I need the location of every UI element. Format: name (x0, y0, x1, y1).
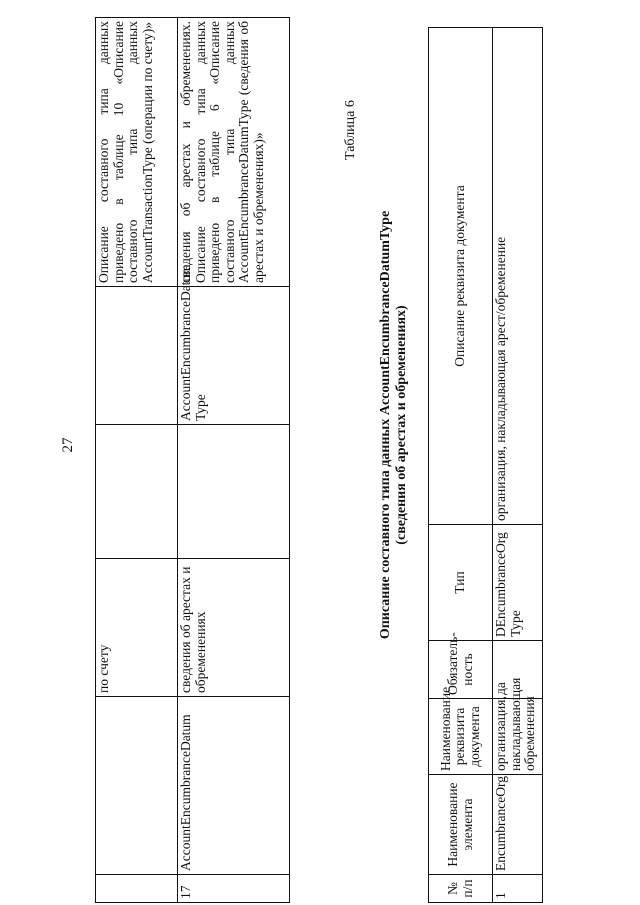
cell-name: сведения об арестах и обременениях (178, 559, 290, 697)
header-type: Тип (429, 525, 493, 641)
heading-line-1: Описание составного типа данных AccountEncumbranceDatumType (378, 210, 393, 640)
cell-num: 17 (178, 875, 290, 903)
table-6 (428, 27, 543, 903)
cell-type: AccountEncumbranceDatum Type (178, 287, 290, 425)
header-name: Наименование реквизита документа (429, 699, 493, 775)
cell-name: организация, накладывающая обременения (493, 699, 543, 775)
header-required: Обязатель-ность (429, 641, 493, 699)
header-description: Описание реквизита документа (429, 28, 493, 525)
header-num: № п/п (429, 875, 493, 903)
cell-num: 1 (493, 875, 543, 903)
cell-num (96, 875, 178, 903)
table-row (493, 28, 543, 903)
cell-description: организация, накладывающая арест/обременение (493, 28, 543, 525)
table-caption: Таблица 6 (343, 100, 358, 160)
cell-type: DEncumbranceOrg Type (493, 525, 543, 641)
table-heading (378, 0, 410, 865)
cell-name: по счету (96, 559, 178, 697)
continued-table (95, 17, 290, 903)
page-number: 27 (60, 437, 76, 453)
table-header-row (429, 28, 493, 903)
cell-type (96, 287, 178, 425)
cell-element (96, 697, 178, 875)
cell-description: Описание составного типа данных приведено в таблице 10 «Описание составного типа данных AccountTransactionType (операции по счету)» (96, 18, 178, 287)
table-row (96, 18, 178, 903)
cell-required (96, 425, 178, 559)
heading-line-2: (сведения об арестах и обременениях) (394, 305, 409, 545)
table-row (178, 18, 290, 903)
cell-element: AccountEncumbranceDatum (178, 697, 290, 875)
cell-description: сведения об арестах и обременениях. Описание составного типа данных приведено в таблице 6 «Описание составного типа данных AccountEncumbranceDatumType (сведения об арестах и обременениях)» (178, 18, 290, 287)
header-element: Наименование элемента (429, 775, 493, 875)
cell-required: да (493, 641, 543, 699)
cell-element: EncumbranceOrg (493, 775, 543, 875)
cell-required (178, 425, 290, 559)
